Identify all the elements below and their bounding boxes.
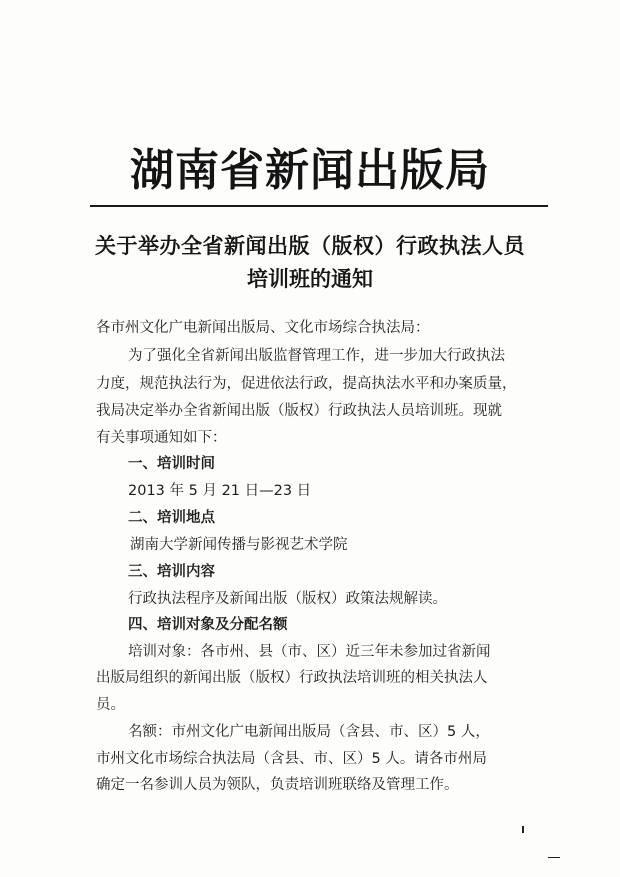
quota-line-3: 确定一名参训人员为领队，负责培训班联络及管理工作。 [96,777,459,793]
intro-line-1: 为了强化全省新闻出版监督管理工作，进一步加大行政执法 [128,348,505,364]
target-line-2: 出版局组织的新闻出版（版权）行政执法培训班的相关执法人 [96,670,488,686]
section-1-body: 2013 年 5 月 21 日—23 日 [128,483,312,499]
section-1-heading: 一、培训时间 [128,456,215,472]
scan-speck [522,826,524,833]
quota-line-2: 市州文化市场综合执法局（含县、市、区）5 人。请各市州局 [96,751,487,767]
document-title-line2: 培训班的通知 [247,266,373,291]
quota-line-1: 名额：市州文化广电新闻出版局（含县、市、区）5 人， [128,724,490,740]
intro-line-4: 有关事项通知如下： [96,430,227,446]
document-title-line1: 关于举办全省新闻出版（版权）行政执法人员 [95,233,525,258]
section-2-heading: 二、培训地点 [128,510,215,526]
header-divider [90,205,548,207]
organization-header: 湖南省新闻出版局 [130,145,490,196]
section-2-body: 湖南大学新闻传播与影视艺术学院 [130,537,348,553]
target-line-3: 员。 [96,697,125,713]
intro-line-3: 我局决定举办全省新闻出版（版权）行政执法人员培训班。现就 [96,403,502,419]
intro-line-2: 力度，规范执法行为，促进依法行政，提高执法水平和办案质量， [96,376,517,392]
target-line-1: 培训对象：各市州、县（市、区）近三年未参加过省新闻 [128,644,491,660]
section-3-body: 行政执法程序及新闻出版（版权）政策法规解读。 [128,591,447,607]
section-4-heading: 四、培训对象及分配名额 [128,617,288,633]
section-3-heading: 三、培训内容 [128,564,215,580]
salutation: 各市州文化广电新闻出版局、文化市场综合执法局： [96,320,430,336]
scan-speck-2 [548,857,560,858]
